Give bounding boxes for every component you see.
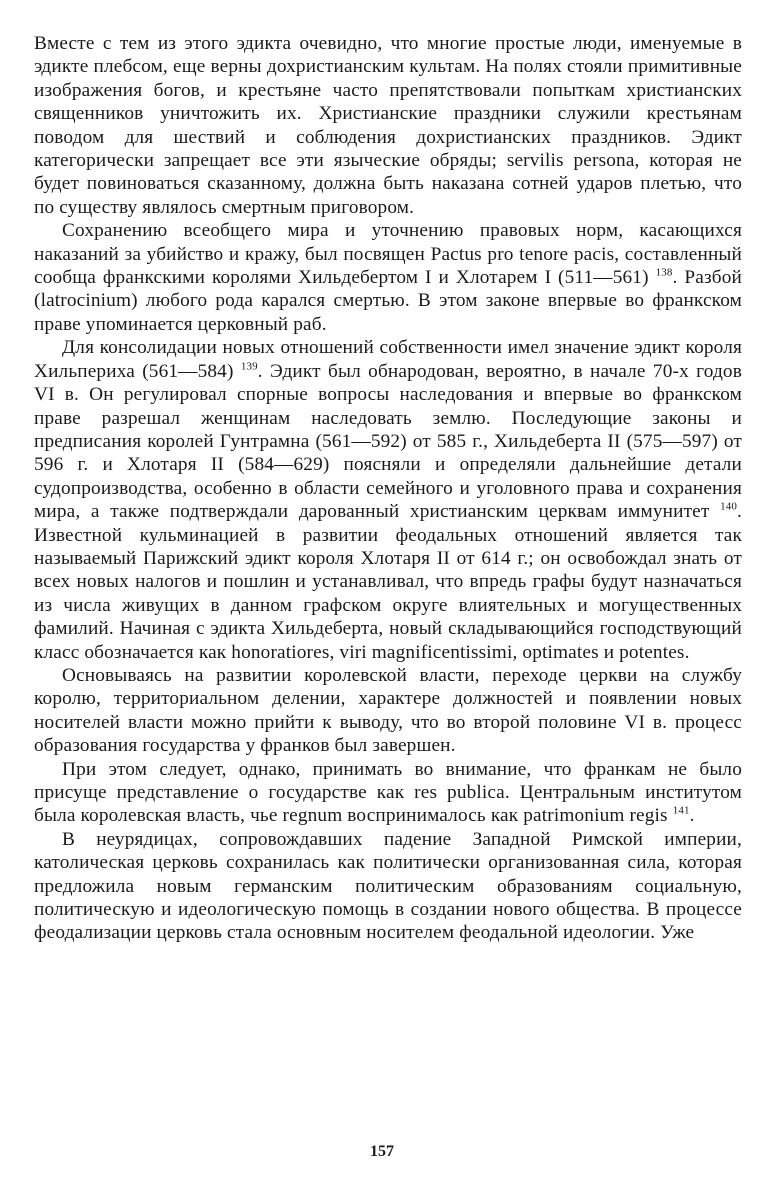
paragraph-4-text: Основываясь на развитии королевской власти, переходе церкви на службу королю, территориальном делении, характере должностей и появлении новых носителей власти можно прийти к выводу, что во второй половине VI в. процесс образования государства у франков был завершен. [34,664,742,757]
footnote-ref-138[interactable]: 138 [655,266,673,279]
paragraph-5-text-a: При этом следует, однако, принимать во внимание, что франкам не было присуще представление о государстве как res publica. Центральным институтом была королевская власть, чье regnum воспринималось как patrimonium regis [34,758,742,827]
footnote-ref-139[interactable]: 139 [240,360,258,373]
paragraph-2-text-a: Сохранению всеобщего мира и уточнению правовых норм, касающихся наказаний за убийство и кражу, был посвящен Pactus pro tenore pacis, составленный сообща франкскими королями Хильдебертом I и Хлотарем I (511—561) [34,220,742,289]
paragraph-1 [34,32,742,219]
page-body [34,32,742,945]
paragraph-3 [34,336,742,664]
page-number: 157 [370,1143,394,1160]
paragraph-3-text-a: Для консолидации новых отношений собственности имел значение эдикт короля Хильпериха (561—584) [34,337,742,382]
paragraph-4 [34,664,742,758]
paragraph-3-text-b: . Эдикт был обнародован, вероятно, в начале 70-х годов VI в. Он регулировал спорные вопросы наследования и впервые во франкском праве разрешал женщинам наследовать землю. Последующие законы и предписания королей Гунтрамна (561—592) от 585 г., Хильдеберта II (575—597) от 596 г. и Хлотаря II (584—629) поясняли и определяли дальнейшие детали судопроизводства, особенно в области семейного и уголовного права и сохранения мира, а также подтверждали дарованный христианским церквам иммунитет [34,360,742,523]
paragraph-6-text: В неурядицах, сопровождавших падение Западной Римской империи, католическая церковь сохранилась как политически организованная сила, которая предложила новым германским политическим образованиям социальную, политическую и идеологическую помощь в создании нового общества. В процессе феодализации церковь стала основным носителем феодальной идеологии. Уже [34,828,742,944]
paragraph-3-text-c: . Известной кульминацией в развитии феодальных отношений является так называемый Парижский эдикт короля Хлотаря II от 614 г.; он освобождал знать от всех новых налогов и пошлин и устанавливал, что впредь графы будут назначаться из числа живущих в данном графском округе влиятельных и могущественных фамилий. Начиная с эдикта Хильдеберта, новый складывающийся господствующий класс обозначается как honoratiores, viri magnificentissimi, optimates и potentes. [34,501,742,663]
paragraph-5 [34,758,742,828]
paragraph-5-text-b: . [689,805,695,827]
paragraph-2 [34,219,742,336]
footnote-ref-140[interactable]: 140 [720,500,738,513]
footnote-ref-141[interactable]: 141 [672,804,690,817]
paragraph-6 [34,828,742,945]
paragraph-2-text-b: . Разбой (latrocinium) любого рода карался смертью. В этом законе впервые во франкском праве упоминается церковный раб. [34,267,742,335]
paragraph-1-text: Вместе с тем из этого эдикта очевидно, что многие простые люди, именуемые в эдикте плебсом, еще верны дохристианским культам. На полях стояли примитивные изображения богов, и крестьяне часто препятствовали попыткам христианских священников уничтожить их. Христианские праздники служили крестьянам поводом для шествий и соблюдения дохристианских праздников. Эдикт категорически запрещает все эти языческие обряды; servilis persona, которая не будет повиноваться сказанному, должна быть наказана сотней ударов плетью, что по существу являлось смертным приговором. [34,33,742,218]
